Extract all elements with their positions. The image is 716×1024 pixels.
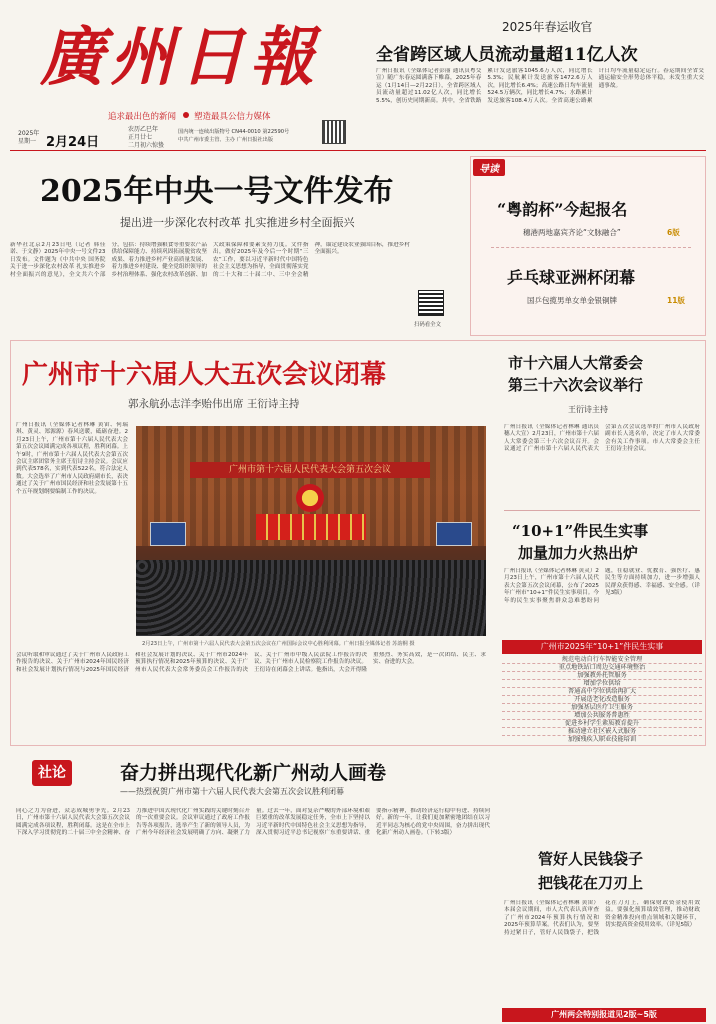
list-item: 普通高中学位供给再扩大 [502,688,702,696]
date-year: 2025年 [18,130,40,137]
photo-banner: 广州市第十六届人民代表大会第五次会议 [190,462,430,478]
date-main: 2月24日 [46,135,100,150]
side1-headline-1: 市十六届人大常委会 [508,354,644,372]
side2-headline-1: “10+1”件民生实事 [512,522,649,540]
photo-flags [256,514,366,540]
list-item: 加强残疾人职业技能培训 [567,736,637,743]
promo-sub-2: 国乒包揽男单女单金银铜牌 [527,296,617,305]
list-item: 重点地铁站口周边交通环境整治 [502,664,702,672]
lunar-line-1: 农历乙巳年 [128,126,159,133]
livelihood-list-items [502,656,702,744]
promo-divider [491,247,691,248]
side1-subhead: 王衍诗主持 [568,405,608,414]
lead-headline: 2025年中央一号文件发布 [40,174,394,209]
side3-headline-1: 管好人民钱袋子 [538,850,644,868]
lead-story [10,156,465,336]
main-photo [136,426,486,636]
top-story-headline: 全省跨区域人员流动量超11亿人次 [376,45,638,65]
date-week: 星期一 [18,138,37,145]
editorial-body: 同心之力为奋进，众志成城勇争先。2月23日，广州市第十六届人民代表大会第五次会议圆满完成各项议程，胜利闭幕。这是在全市上下深入学习贯彻党的二十届三中全会精神、奋力推进中国式现代化广州实践的关键时刻召开的一次重要会议。会议审议通过了政府工作报告等各项报告，选举产生了新的领导人员，为广州今年经济社会发展明确了方向、凝聚了力量。过去一年，面对复杂严峻的外部环境和艰巨繁重的改革发展稳定任务，全市上下坚持以习近平新时代中国特色社会主义思想为指导，深入贯彻习近平总书记视察广东重要讲话、重要指示精神，推动经济运行稳中有进、持续向好。新的一年，让我们更加紧密地团结在以习近平同志为核心的党中央周围，奋力拼出现代化新广州动人画卷。（下转3版） [16,808,490,837]
side3-headline-2: 把钱花在刀刃上 [538,874,644,892]
side1-headline-2: 第三十六次会议举行 [508,376,644,394]
lead-qr-icon [418,290,444,316]
photo-emblem-icon [296,484,324,512]
lead-body: 新华社北京2月23日电（记者 韩佳诺、于文静）2025年中央一号文件23日发布。文件题为《中共中央 国务院关于进一步深化农村改革 扎实推进乡村全面振兴的意见》，全文共六个部分，包括：持续增强粮食等重要农产品供给保障能力、持续巩固拓展脱贫攻坚成果、着力推进乡村产业高质量发展、着力推进乡村建设、健全党组织领导的乡村治理体系、强化农村改革创新、加大政策保障和要素支持力度。文件指出，做好2025年及今后一个时期“三农”工作，要以习近平新时代中国特色社会主义思想为指导，全面贯彻落实党的二十大和二十届二中、三中全会精神，锚定建设农业强国目标，推进乡村全面振兴。 [10,242,410,278]
promo-title-2: 乒乓球亚洲杯闭幕 [507,268,636,287]
top-story-kicker: 2025年春运收官 [502,20,593,34]
promo-box [470,156,706,336]
lead-subhead: 提出进一步深化农村改革 扎实推进乡村全面振兴 [120,216,355,229]
main-body: 广州日报讯（全媒体记者林琳 黄宙、何瑞琪、黄灵、郑源源）春风送暖，砥砺奋进。2月23日上午，广州市第十六届人民代表大会第五次会议圆满完成各项议程，胜利闭幕。上午9时，广州市第十六届人民代表大会第五次会议主席团常务主席王衍诗主持会议。会议应到代表578名，实到代表522名，符合法定人数。大会选举了广州市人民政府副市长，表决通过了关于广州市国民经济和社会发展第十五个五年规划纲要编制工作的决议。 [16,422,128,495]
list-item: 规范电动自行车智能安全管理 [502,656,702,664]
promo-page-2: 11版 [667,296,685,305]
list-item: 促进乡村学生素质教育提升 [502,720,702,728]
main-headline: 广州市十六届人大五次会议闭幕 [22,360,387,390]
slogan-divider-icon [183,112,189,118]
publish-info-2: 中共广州市委主管、主办 广州日报社出版 [178,137,274,143]
livelihood-list-title: 广州市2025年“10+1”件民生实事 [502,640,702,654]
list-item: 加强基层医疗卫生服务 [502,704,702,712]
list-item: 开展适老化改造服务 [502,696,702,704]
photo-screen-left [150,522,186,546]
list-item: 增加公共服务普惠性 [502,712,702,720]
promo-sub-1: 穗港两地嘉宾齐论“文脉融合” [523,228,621,237]
top-story [372,18,704,146]
main-photo-caption: 2月23日上午，广州市第十六届人民代表大会第五次会议在广州国际会议中心胜利闭幕。广州日报全媒体记者 苏韵桐 摄 [142,641,415,647]
main-subhead: 郭永航孙志洋李贻伟出席 王衍诗主持 [128,398,300,410]
side-story-3 [500,752,704,1002]
list-item: 推动建立社区嵌入式服务 [502,728,702,736]
photo-screen-right [436,522,472,546]
masthead-title: 廣州日報 [40,20,320,95]
side-story-1 [500,342,704,510]
list-item: 加强教外托管服务 [502,672,702,680]
editorial-subhead: ——热烈祝贺广州市第十六届人民代表大会第五次会议胜利闭幕 [120,787,344,796]
side-divider-1 [504,510,700,511]
top-story-body: 广州日报讯（全媒体记者彭丽 通讯员粤交宣）随广东春运圆满落下帷幕，2025年春运（1月14日—2月22日），全省跨区域人员流动量超过11.02亿人次，同比增长5.5%，创历史同期新高。其中，全省铁路累计发送旅客1045.6万人次，同比增长5.3%；民航累计发送旅客1472.6万人次，同比增长6.4%；高速公路日均车流量524.5万辆次，同比增长4.7%；水路累计发送旅客108.4万人次。全省高速公路累计日均车流量稳定运行。春运期间全省交通运输安全形势总体平稳，未发生重大交通事故。 [376,68,704,104]
editorial [10,752,494,1024]
lunar-line-3: 二月初六惊蛰 [128,142,165,149]
masthead-rule [10,150,706,151]
masthead-date-block [18,126,348,150]
side2-body: 广州日报讯（全媒体记者林琳 黄灵）2月23日上午，广州市第十六届人民代表大会第五次会议闭幕，公布了2025年广州市“10+1”件民生实事项目。今年的民生实事聚焦群众急难愁盼问题，在稳就业、优教育、强医疗、惠民生等方面持续加力，进一步增强人民群众获得感、幸福感、安全感。（详见3版） [504,568,700,604]
editorial-headline: 奋力拼出现代化新广州动人画卷 [120,762,387,784]
editorial-tag: 社论 [32,760,72,786]
side1-body: 广州日报讯（全媒体记者林琳 通讯员穗人大宣）2月23日，广州市第十六届人大常委会第三十六次会议召开。会议通过了广州市第十六届人民代表大会第五次会议选举的广州市人民政府副市长人选名单，决定了市人大常委会有关工作事项。市人大常委会主任王衍诗主持会议。 [504,424,700,453]
main-story [12,342,494,746]
side3-body: 广州日报讯（全媒体记者林琳 黄宙）本届会议期间，市人大代表认真审查了广州市2024年预算执行情况和2025年预算草案。代表们认为，要坚持过紧日子，管好人民钱袋子，把钱花在刀刃上，确保财政资金使用效益。要强化预算绩效管理，推动财政资金精准投向重点领域和关键环节，切实提高资金使用效率。（详见5版） [504,900,700,936]
masthead-slogan-right: 塑造最具公信力媒体 [194,112,271,122]
photo-audience [136,560,486,636]
promo-page-1: 6版 [667,228,680,237]
list-item: 增加学位供给 [502,680,702,688]
lead-qr-caption: 扫码看全文 [414,322,441,328]
side2-headline-2: 加量加力火热出炉 [518,544,639,562]
main-body-2: 会议听取和审议通过了关于广州市人民政府工作报告的决议、关于广州市2024年国民经济和社会发展计划执行情况与2025年国民经济和社会发展计划的决议、关于广州市2024年预算执行情况和2025年预算的决议、关于广州市人民代表大会常务委员会工作报告的决议、关于广州市中级人民法院工作报告的决议、关于广州市人民检察院工作报告的决议。王衍诗在闭幕会上讲话。他指出，大会开得隆重热烈、务实高效，是一次团结、民主、求实、奋进的大会。 [16,652,486,673]
lunar-line-2: 正月廿七 [128,134,153,141]
masthead-slogan-left: 追求最出色的新闻 [108,112,177,122]
livelihood-list [502,640,702,744]
promo-title-1: “粤韵杯”今起报名 [497,200,628,219]
masthead-qr-icon [322,120,346,144]
publish-info-1: 国内统一连续出版物号 CN44-0010 第22590号 [178,129,290,135]
promo-tag: 导读 [473,159,505,176]
footer-banner: 广州两会特别报道见2版~5版 [502,1008,706,1022]
